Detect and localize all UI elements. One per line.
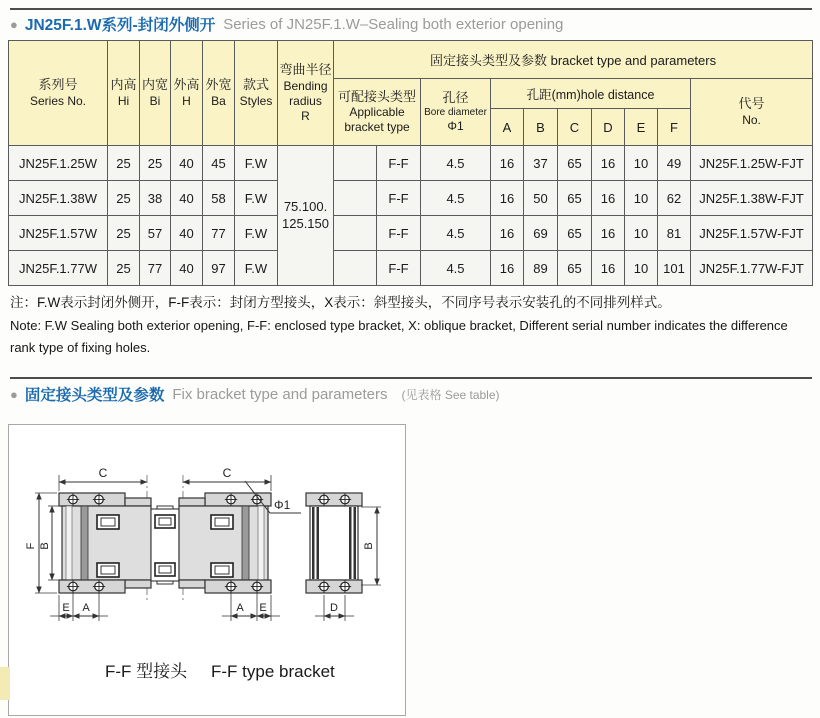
cell-code: JN25F.1.77W-FJT [691, 251, 813, 286]
col-header-bracket-group: 固定接头类型及参数 bracket type and parameters [334, 41, 813, 79]
dim-label-f: F [25, 542, 37, 550]
col-header-bore: 孔径 Bore diameter Φ1 [421, 79, 491, 146]
section2-title-zh: 固定接头类型及参数 [24, 387, 165, 404]
dim-label-e: E [62, 602, 70, 614]
left-bracket-bottom-step [125, 580, 151, 588]
right-bracket-top-step [179, 498, 205, 506]
section2-header [10, 383, 500, 405]
see-table-note: (见表格 See table) [401, 387, 500, 402]
left-window-bottom [97, 563, 119, 577]
drawing-caption-en: F-F type bracket [211, 662, 335, 681]
front-view-assembly [25, 466, 301, 621]
cell-series: JN25F.1.25W [9, 146, 108, 181]
note-en: Note: F.W Sealing both exterior opening, F-F: enclosed type bracket, X: oblique bracket, Different serial number indicates the difference rank type of fixing holes. [10, 317, 788, 356]
section-divider [10, 377, 812, 379]
cell-code: JN25F.1.25W-FJT [691, 146, 813, 181]
drawing-caption-zh: F-F 型接头 [105, 662, 188, 681]
col-header-bending-radius: 弯曲半径 Bending radius R [278, 41, 334, 146]
cell-series: JN25F.1.57W [9, 216, 108, 251]
section1-title-en: Series of JN25F.1.W–Sealing both exterior opening [223, 15, 564, 33]
col-header-code: 代号 No. [691, 79, 813, 146]
col-header-hole-distance: 孔距(mm)hole distance [491, 79, 691, 109]
dim-label-b: B [363, 542, 375, 550]
spec-table [8, 40, 813, 286]
dim-label-c: C [98, 466, 108, 480]
left-window-top [97, 515, 119, 529]
col-header-ba: 外宽 Ba [203, 41, 235, 146]
cell-series: JN25F.1.77W [9, 251, 108, 286]
section1-title-zh: JN25F.1.W系列-封闭外侧开 [24, 17, 216, 34]
cell-code: JN25F.1.38W-FJT [691, 181, 813, 216]
link-window-bottom [155, 563, 175, 576]
cell-blank [334, 251, 377, 286]
side-view-bracket [306, 493, 381, 621]
cell-blank [334, 181, 377, 216]
col-header-b: B [524, 109, 558, 146]
right-window-bottom [211, 563, 233, 577]
col-header-styles: 款式 Styles [235, 41, 278, 146]
dim-label-a: A [82, 602, 90, 614]
table-row: JN25F.1.25W 25 25 40 45 F.W 75.100. 125.150 F-F 4.5 16 37 65 16 10 49 JN25F.1.25W-FJT [9, 146, 813, 181]
dim-label-b: B [39, 542, 51, 550]
dim-label-c: C [222, 466, 232, 480]
bullet-icon: ● [10, 386, 18, 402]
section2-title-en: Fix bracket type and parameters [172, 385, 388, 403]
dim-label-phi1: Φ1 [274, 498, 291, 512]
col-header-h: 外高 H [171, 41, 203, 146]
table-row: JN25F.1.57W 25 57 40 77 F.W F-F 4.5 16 69 65 16 10 81 JN25F.1.57W-FJT [9, 216, 813, 251]
dim-label-e: E [259, 602, 267, 614]
col-header-a: A [491, 109, 524, 146]
col-header-hi: 内高 Hi [108, 41, 140, 146]
col-header-applicable: 可配接头类型 Applicable bracket type [334, 79, 421, 146]
note-zh: 注：F.W表示封闭外侧开，F-F表示：封闭方型接头，X表示：斜型接头，不同序号表示安装孔的不同排列样式。 [10, 295, 671, 310]
cell-blank [334, 216, 377, 251]
cell-code: JN25F.1.57W-FJT [691, 216, 813, 251]
link-window-top [155, 515, 175, 528]
col-header-c: C [558, 109, 592, 146]
bracket-drawing-panel [8, 424, 406, 716]
col-header-f: F [658, 109, 691, 146]
table-row: JN25F.1.38W 25 38 40 58 F.W F-F 4.5 16 50 65 16 10 62 JN25F.1.38W-FJT [9, 181, 813, 216]
side-bottom-flange [306, 580, 362, 593]
col-header-bi: 内宽 Bi [140, 41, 171, 146]
right-window-top [211, 515, 233, 529]
col-header-d: D [592, 109, 625, 146]
bracket-technical-drawing [9, 425, 403, 713]
col-header-e: E [625, 109, 658, 146]
top-divider [10, 8, 812, 10]
table-notes [10, 291, 812, 360]
header-row-1 [9, 41, 813, 79]
dim-label-d: D [330, 602, 338, 614]
section1-header [10, 13, 563, 35]
dim-label-a: A [236, 602, 244, 614]
bullet-icon: ● [10, 16, 18, 32]
cell-blank [334, 146, 377, 181]
page-corner-strip [0, 667, 10, 700]
left-bracket-top-step [125, 498, 151, 506]
right-bracket-bottom-step [179, 580, 205, 588]
table-row: JN25F.1.77W 25 77 40 97 F.W F-F 4.5 16 89 65 16 10 101 JN25F.1.77W-FJT [9, 251, 813, 286]
side-top-flange [306, 493, 362, 506]
cell-bending-radius-merged: 75.100. 125.150 [278, 146, 334, 286]
cell-series: JN25F.1.38W [9, 181, 108, 216]
col-header-series: 系列号 Series No. [9, 41, 108, 146]
